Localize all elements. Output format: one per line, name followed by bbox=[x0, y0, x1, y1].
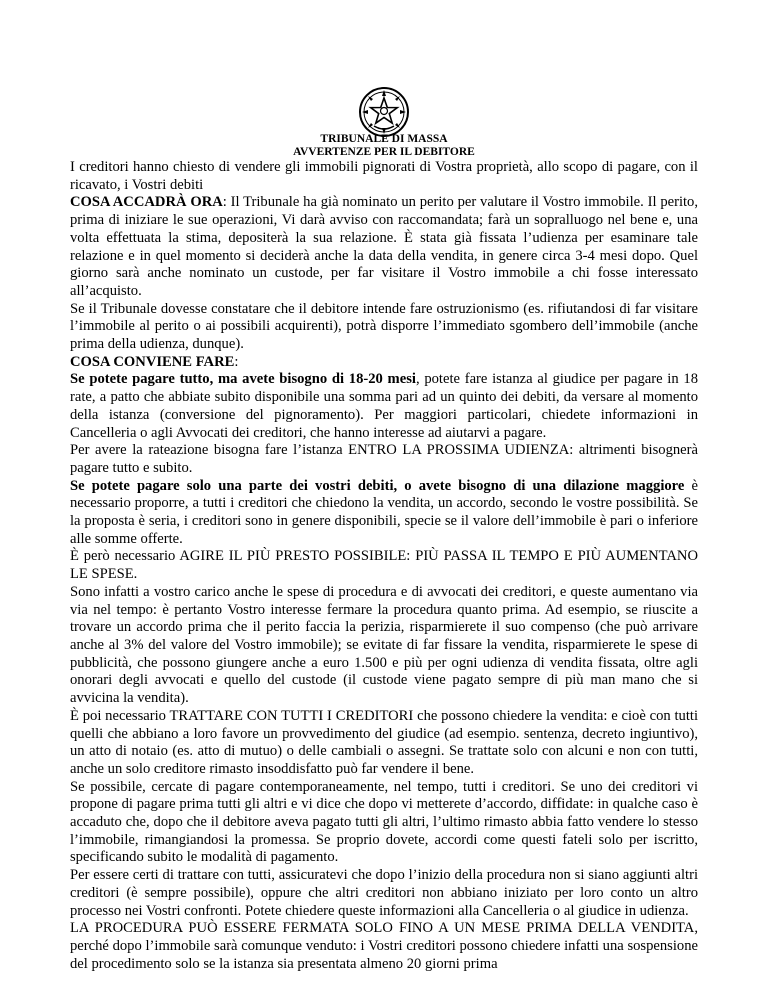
paragraph-text: , potete fare istanza al giudice per pagare in 18 rate, a patto che abbiate subito disponibile una somma pari ad un quinto dei debiti, da versare al momento della istanza (conversione del pignoramento). Per maggiori particolari, chiedete informazioni in Cancelleria o agli Avvocati dei creditori, che hanno interesse ad aiutarvi a pagare. bbox=[70, 371, 698, 441]
paragraph-text: : bbox=[234, 353, 239, 370]
paragraph: Se il Tribunale dovesse constatare che il debitore intende fare ostruzionismo (es. rifiutandosi di far visitare l’immobile al perito o ai possibili acquirenti), potrà disporre l’immediato sgombero dell’immobile (anche prima della udienza, dunque). bbox=[70, 300, 698, 353]
paragraph: Per essere certi di trattare con tutti, assicuratevi che dopo l’inizio della procedura non si siano aggiunti altri creditori (è sempre possibile), oppure che altri creditori non abbiano iniziato per loro conto un altro processo nei Vostri confronti. Potete chiedere queste informazioni alla Cancelleria o al giudice in udienza. bbox=[70, 867, 698, 919]
section-heading: COSA ACCADRÀ ORA bbox=[70, 194, 223, 211]
paragraph-text: : Il Tribunale ha già nominato un perito per valutare il Vostro immobile. Il perito, prima di iniziare le sue operazioni, Vi darà avviso con raccomandata; farà un sopralluogo nel bene e, una volta effettuata la stima, depositerà la sua relazione. È stata già fissata l’udienza per esaminare tale relazione e in quel momento si deciderà anche la data della vendita, in genere circa 3-4 mesi dopo. Quel giorno sarà anche nominato un custode, per far visitare il Vostro immobile a chi fosse interessato all’acquisto. bbox=[70, 194, 699, 299]
paragraph: È poi necessario TRATTARE CON TUTTI I CREDITORI che possono chiedere la vendita: e cioè con tutti quelli che abbiano a loro favore un provvedimento del giudice (ad esempio. sentenza, decreto ingiuntivo), un atto di notaio (es. atto di mutuo) o delle cambiali o assegni. Se trattate solo con alcuni e non con tutti, anche un solo creditore rimasto insoddisfatto può far vendere il bene. bbox=[70, 707, 698, 777]
paragraph-text: è necessario proporre, a tutti i creditori che chiedono la vendita, un accordo, secondo le vostre possibilità. Se la proposta è seria, i creditori sono in genere disponibili, specie se il valore dell’immobile è pari o inferiore alle somme offerte. bbox=[70, 477, 698, 547]
paragraph: È però necessario AGIRE IL PIÙ PRESTO POSSIBILE: PIÙ PASSA IL TEMPO E PIÙ AUMENTANO LE SPESE. bbox=[70, 548, 698, 583]
paragraph: LA PROCEDURA PUÒ ESSERE FERMATA SOLO FINO A UN MESE PRIMA DELLA VENDITA, perché dopo l’immobile sarà comunque venduto: i Vostri creditori possono chiedere infatti una sospensione del procedimento solo se la istanza sia presentata almeno 20 giorni prima bbox=[70, 920, 698, 972]
italian-republic-emblem-icon bbox=[358, 86, 410, 138]
paragraph bbox=[70, 194, 698, 300]
section-heading: COSA CONVIENE FARE bbox=[70, 353, 235, 370]
document-body bbox=[70, 159, 698, 973]
paragraph bbox=[70, 354, 698, 372]
paragraph: I creditori hanno chiesto di vendere gli immobili pignorati di Vostra proprietà, allo scopo di pagare, con il ricavato, i Vostri debiti bbox=[70, 159, 698, 193]
court-name: TRIBUNALE DI MASSA bbox=[320, 133, 448, 145]
bold-lead: Se potete pagare solo una parte dei vostri debiti, o avete bisogno di una dilazione maggiore bbox=[70, 477, 685, 494]
paragraph bbox=[70, 478, 698, 549]
bold-lead: Se potete pagare tutto, ma avete bisogno di 18-20 mesi bbox=[70, 371, 416, 388]
paragraph: Per avere la rateazione bisogna fare l’istanza ENTRO LA PROSSIMA UDIENZA: altrimenti bisognerà pagare tutto e subito. bbox=[70, 442, 698, 476]
paragraph bbox=[70, 371, 698, 442]
paragraph: Sono infatti a vostro carico anche le spese di procedura e di avvocati dei creditori, e queste aumentano via via nel tempo: è pertanto Vostro interesse fermare la procedura quanto prima. Ad esempio, se riuscite a trovare un accordo prima che il perito faccia la perizia, risparmierete il suo compenso (che può arrivare anche al 3% del valore del Vostro immobile); se evitate di far fissare la vendita, risparmierete le spese di pubblicità, che possono giungere anche a euro 1.500 e più per ogni udienza di vendita fissata, oltre agli onorari degli avvocati e quello del custode (il custode viene pagato sempre di più man mano che si avvicina la vendita). bbox=[70, 583, 698, 707]
paragraph: Se possibile, cercate di pagare contemporaneamente, nel tempo, tutti i creditori. Se uno dei creditori vi propone di pagare prima tutti gli altri e vi dice che dopo vi metterete d’accordo, diffidate: in qualche caso è accaduto che, dopo che il debitore aveva pagato tutti gli altri, l’ultimo rimasto abbia fatto vendere lo stesso l’immobile, rimangiandosi la promessa. Se proprio dovete, accordi come questi fateli solo per iscritto, specificando subito le modalità di pagamento. bbox=[70, 778, 698, 866]
document-subtitle: AVVERTENZE PER IL DEBITORE bbox=[293, 146, 475, 158]
